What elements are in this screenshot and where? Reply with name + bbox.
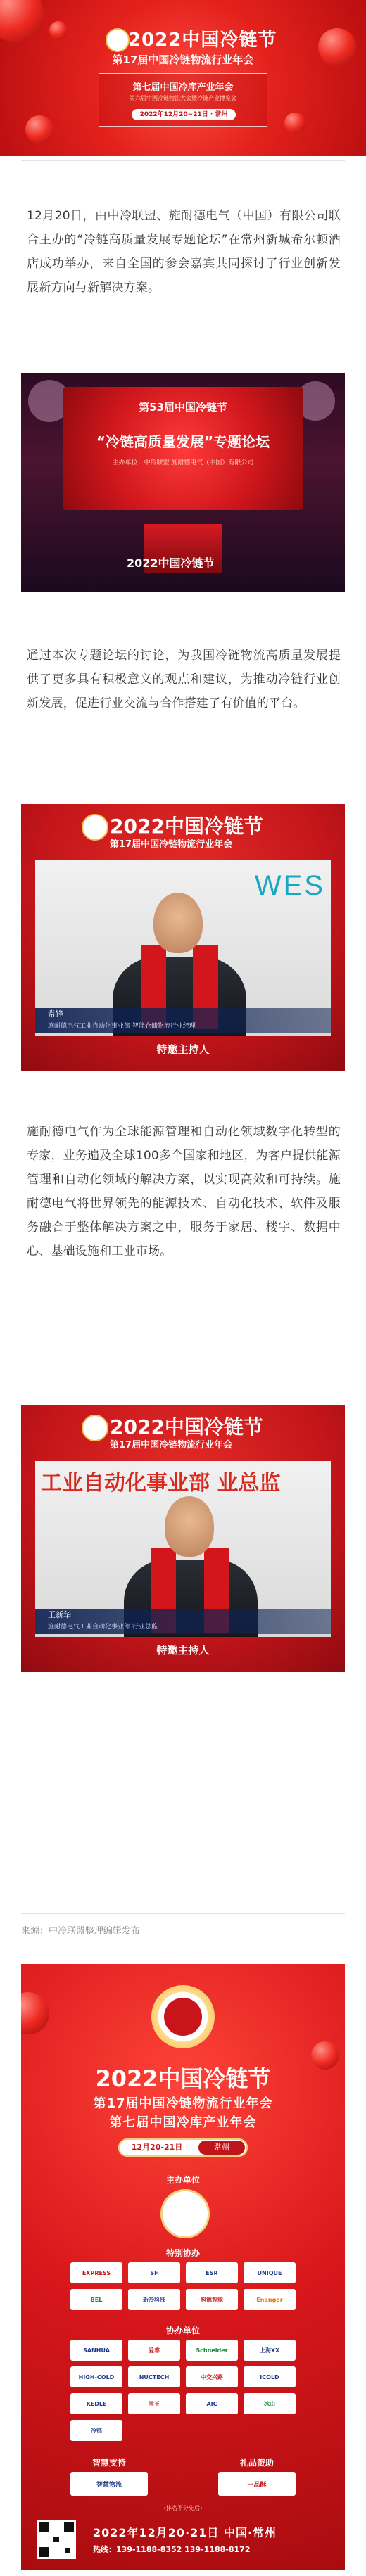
divider xyxy=(21,1913,345,1914)
hero-box-note: 第六届中国冷链物流大会暨冷链产业博览会 xyxy=(130,95,236,101)
screen-note-text: 主办单位：中冷联盟 施耐德电气（中国）有限公司 xyxy=(112,459,254,466)
name-bar xyxy=(35,1008,331,1033)
host-name: 常锋 xyxy=(48,1009,63,1019)
hero-banner xyxy=(0,0,366,156)
source-note: 来源：中冷联盟整理编辑发布 xyxy=(21,1926,141,1937)
host-card-title: 2022中国冷链节 xyxy=(110,1415,263,1439)
sponsor-logo: 冷链 xyxy=(70,2420,122,2441)
host-unit-label: 主办单位 xyxy=(165,2175,200,2185)
decor-ball xyxy=(49,21,68,39)
poster-footer-date: 2022年12月20·21日 中国·常州 xyxy=(93,2526,277,2539)
stage-screen xyxy=(63,387,303,510)
sponsor-logo: EXPRESS xyxy=(70,2262,122,2283)
hero-subtitle: 第17届中国冷链物流行业年会 xyxy=(112,53,254,66)
poster-date-pill xyxy=(118,2138,248,2157)
decor-ball xyxy=(21,1992,49,2034)
poster-hotline: 热线：139-1188-8352 139-1188-8172 xyxy=(93,2545,251,2554)
person-head xyxy=(153,893,203,953)
sponsor-logo: 新冷科技 xyxy=(128,2289,180,2310)
event-poster xyxy=(21,1964,345,2570)
article-paragraph: 施耐德电气作为全球能源管理和自动化领域数字化转型的专家，业务遍及全球100多个国家和地区，为客户提供能源管理和自动化领域的解决方案，以实现高效和可持续。施耐德电气将世界领先的能源技术、自动化技术、软件及服务融合于整体解决方案之中，服务于家居、楼宇、数据中心、基础设施和工业市场。 xyxy=(27,1125,341,1258)
hero-title: 2022中国冷链节 xyxy=(128,30,277,51)
article-paragraph: 通过本次专题论坛的讨论，为我国冷链物流高质量发展提供了更多具有积极意义的观点和建议，为推动冷链行业创新发展，促进行业交流与合作搭建了有价值的平台。 xyxy=(27,649,341,710)
sponsor-logo: AIC xyxy=(186,2393,238,2414)
screen-main-text: “冷链高质量发展”专题论坛 xyxy=(96,433,270,450)
gift-logo: 一品酥 xyxy=(218,2472,296,2496)
sponsor-logo: ESR xyxy=(186,2262,238,2283)
sponsor-logo: KEDLE xyxy=(70,2393,122,2414)
host-ribbon: 特邀主持人 xyxy=(156,1644,210,1657)
host-photo-card xyxy=(21,804,345,1071)
qr-code[interactable] xyxy=(37,2520,76,2559)
sponsor-logo: HIGH-COLD xyxy=(70,2366,122,2387)
decor-ball xyxy=(25,115,53,144)
backdrop-text: 工业自动化事业部 业总监 xyxy=(41,1471,281,1496)
sponsor-logo: 中交兴路 xyxy=(186,2366,238,2387)
name-bar xyxy=(35,1609,331,1634)
poster-line3: 第七届中国冷库产业年会 xyxy=(109,2115,257,2130)
host-card-subtitle: 第17届中国冷链物流行业年会 xyxy=(110,1440,233,1450)
cosponsor-label: 协办单位 xyxy=(165,2326,200,2335)
sponsor-logo: 雪王 xyxy=(128,2393,180,2414)
host-ribbon: 特邀主持人 xyxy=(156,1043,210,1056)
screen-top-text: 第53届中国冷链节 xyxy=(139,401,227,414)
sponsor-logo: Schneider xyxy=(186,2340,238,2361)
gift-label: 礼品赞助 xyxy=(239,2458,274,2468)
festival-logo xyxy=(106,28,130,52)
sponsor-logo: 爱睿 xyxy=(128,2340,180,2361)
festival-logo xyxy=(82,814,108,841)
special-units-grid xyxy=(70,2262,296,2310)
sponsor-logo: Enanger xyxy=(244,2289,296,2310)
special-unit-label: 特别协办 xyxy=(165,2248,200,2258)
host-photo-card xyxy=(21,1405,345,1672)
hero-date: 2022年12月20~21日 · 常州 xyxy=(132,109,236,120)
poster-date: 12月20-21日 xyxy=(131,2143,183,2152)
sponsor-logo: SANHUA xyxy=(70,2340,122,2361)
decor-ball xyxy=(284,113,305,134)
divider xyxy=(21,160,345,161)
forum-photo xyxy=(21,373,345,592)
sponsor-logo: 上海XX xyxy=(244,2340,296,2361)
decor-ball xyxy=(0,0,44,42)
hero-info-box xyxy=(99,73,267,127)
host-title: 施耐德电气工业自动化事业部 智能仓储物流行业经理 xyxy=(48,1023,196,1030)
poster-line2: 第17届中国冷链物流行业年会 xyxy=(93,2096,273,2111)
host-name: 王新华 xyxy=(48,1610,71,1619)
sponsor-logo: BEL xyxy=(70,2289,122,2310)
cosponsor-grid xyxy=(70,2340,296,2441)
hero-box-title: 第七届中国冷库产业年会 xyxy=(132,82,234,93)
support-logo: 智慧物流 xyxy=(70,2472,148,2496)
poster-city: 常州 xyxy=(198,2141,245,2155)
emblem-center xyxy=(164,1998,202,2036)
stage-text: 2022中国冷链节 xyxy=(127,556,215,570)
sponsor-logo: NUCTECH xyxy=(128,2366,180,2387)
sponsor-logo: ICOLD xyxy=(244,2366,296,2387)
festival-logo xyxy=(82,1415,108,1441)
ranking-note: (排名不分先后) xyxy=(163,2505,203,2511)
poster-title: 2022中国冷链节 xyxy=(95,2065,271,2092)
host-title: 施耐德电气工业自动化事业部 行业总监 xyxy=(48,1624,158,1631)
host-card-subtitle: 第17届中国冷链物流行业年会 xyxy=(110,839,233,850)
article-paragraph: 12月20日，由中冷联盟、施耐德电气（中国）有限公司联合主办的“冷链高质量发展专题论坛”在常州新城希尔顿酒店成功举办，来自全国的参会嘉宾共同探讨了行业创新发展新方向与新解决方案。 xyxy=(27,209,341,295)
sponsor-logo: 科德智能 xyxy=(186,2289,238,2310)
sponsor-logo: SF xyxy=(128,2262,180,2283)
host-card-title: 2022中国冷链节 xyxy=(110,815,263,838)
sponsor-logo: UNIQUE xyxy=(244,2262,296,2283)
host-unit-logo xyxy=(160,2189,210,2238)
backdrop-text: WES xyxy=(254,870,325,901)
sponsor-logo: 冰山 xyxy=(244,2393,296,2414)
support-label: 智慧支持 xyxy=(92,2458,126,2468)
person-head xyxy=(165,1496,214,1557)
